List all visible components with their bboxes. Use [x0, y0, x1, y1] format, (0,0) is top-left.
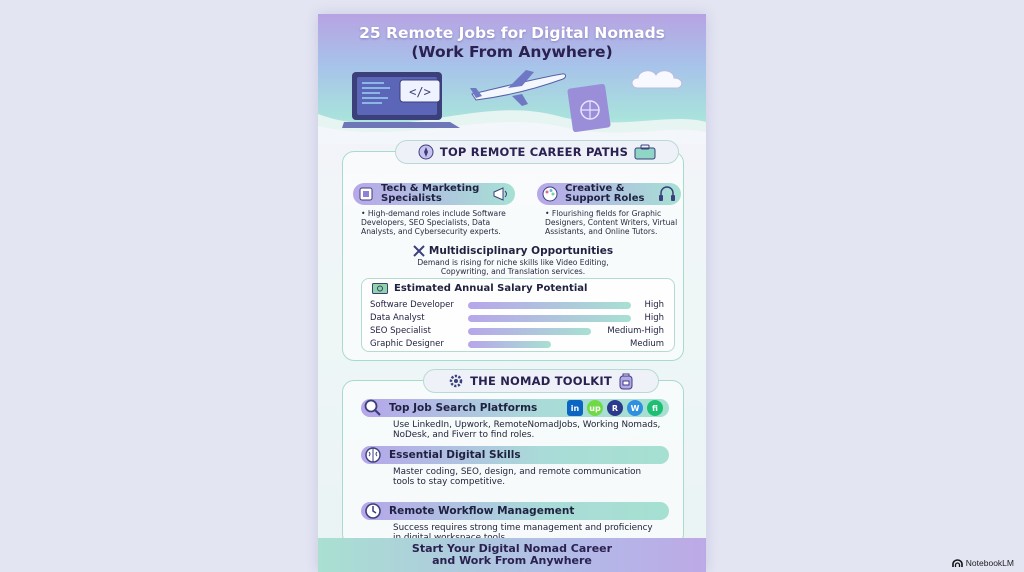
cloud-icon [630, 66, 688, 92]
workflow-management-desc: Success requires strong time management and proficiency [393, 523, 653, 533]
upwork-icon: up [587, 400, 603, 416]
tech-marketing-category [353, 183, 515, 205]
salary-row [370, 325, 666, 337]
creative-label-line2: Support Roles [565, 193, 645, 204]
backpack-icon [618, 372, 634, 390]
platform-logos [567, 400, 663, 416]
salary-potential-box [361, 278, 675, 352]
nomad-toolkit-title [423, 369, 659, 393]
headset-icon [657, 184, 677, 204]
job-platforms-row [361, 399, 669, 417]
salary-role-label: SEO Specialist [370, 326, 431, 336]
salary-role-label: Graphic Designer [370, 339, 444, 349]
salary-row [370, 312, 666, 324]
compass-icon [418, 144, 434, 160]
brain-icon [363, 445, 383, 465]
search-icon [363, 398, 383, 418]
clock-icon [363, 501, 383, 521]
notebooklm-watermark [952, 558, 1014, 568]
salary-bar [468, 341, 551, 348]
nomad-toolkit-title-text: THE NOMAD TOOLKIT [470, 374, 612, 388]
digital-skills-title: Essential Digital Skills [389, 449, 521, 461]
footer-line1: Start Your Digital Nomad Career [411, 542, 613, 555]
creative-bullet: • Flourishing fields for Graphic Designers, Content Writers, Virtual Assistants, and Online Tutors. [545, 209, 678, 236]
briefcase-icon [634, 144, 656, 160]
salary-role-label: Software Developer [370, 300, 454, 310]
chip-icon [357, 185, 375, 203]
multidisciplinary-title-text: Multidisciplinary Opportunities [428, 245, 614, 257]
career-paths-title [395, 140, 679, 164]
tech-marketing-label [381, 184, 491, 204]
salary-row [370, 338, 666, 350]
airplane-icon [468, 68, 568, 108]
gear-icon [448, 373, 464, 389]
remote-nomad-jobs-icon: R [607, 400, 623, 416]
working-nomads-icon: W [627, 400, 643, 416]
creative-support-category [537, 183, 681, 205]
salary-bar [468, 315, 631, 322]
palette-icon [541, 185, 559, 203]
svg-text:</>: </> [409, 85, 431, 99]
cash-icon [372, 283, 388, 294]
job-platforms-desc: Use LinkedIn, Upwork, RemoteNomadJobs, Working Nomads, NoDesk, and Fiverr to find roles. [393, 420, 661, 440]
salary-title [372, 283, 587, 294]
nomad-toolkit-section [342, 374, 684, 546]
salary-row [370, 299, 666, 311]
tech-bullet: • High-demand roles include Software Developers, SEO Specialists, Data Analysts, and Cybersecurity experts. [361, 209, 506, 236]
multidisciplinary-desc: Demand is rising for niche skills like Video Editing, Copywriting, and Translation services. [417, 258, 609, 276]
footer-line2: and Work From Anywhere [432, 554, 592, 567]
creative-label-line1: Creative & [565, 183, 625, 194]
tools-icon [413, 245, 425, 257]
poster-title-line1: 25 Remote Jobs for Digital Nomads [359, 24, 665, 42]
career-paths-title-text: TOP REMOTE CAREER PATHS [439, 145, 629, 159]
job-platforms-title: Top Job Search Platforms [389, 402, 538, 414]
passport-icon [566, 80, 616, 134]
salary-level-label: High [644, 300, 664, 310]
workflow-management-title: Remote Workflow Management [389, 505, 575, 517]
digital-skills-desc: Master coding, SEO, design, and remote communication tools to stay competitive. [393, 467, 642, 487]
digital-skills-row [361, 446, 669, 464]
megaphone-icon [491, 184, 511, 204]
salary-level-label: High [644, 313, 664, 323]
career-paths-section [342, 145, 684, 361]
salary-level-label: Medium [630, 339, 664, 349]
brand-text: NotebookLM [965, 558, 1014, 568]
creative-support-label [565, 184, 657, 204]
salary-role-label: Data Analyst [370, 313, 425, 323]
workflow-management-row [361, 502, 669, 520]
notebooklm-logo-icon [952, 559, 963, 568]
infographic-poster [318, 14, 706, 572]
salary-level-label: Medium-High [607, 326, 664, 336]
salary-bar [468, 302, 631, 309]
poster-title-line2: (Work From Anywhere) [411, 43, 613, 61]
linkedin-icon: in [567, 400, 583, 416]
multidisciplinary-title [383, 245, 643, 257]
fiverr-icon: fi [647, 400, 663, 416]
laptop-icon [342, 66, 462, 132]
tech-label-line1: Tech & Marketing [381, 183, 480, 194]
tech-label-line2: Specialists [381, 193, 442, 204]
salary-bar [468, 328, 591, 335]
salary-title-text: Estimated Annual Salary Potential [394, 283, 588, 294]
footer-cta [318, 538, 706, 572]
